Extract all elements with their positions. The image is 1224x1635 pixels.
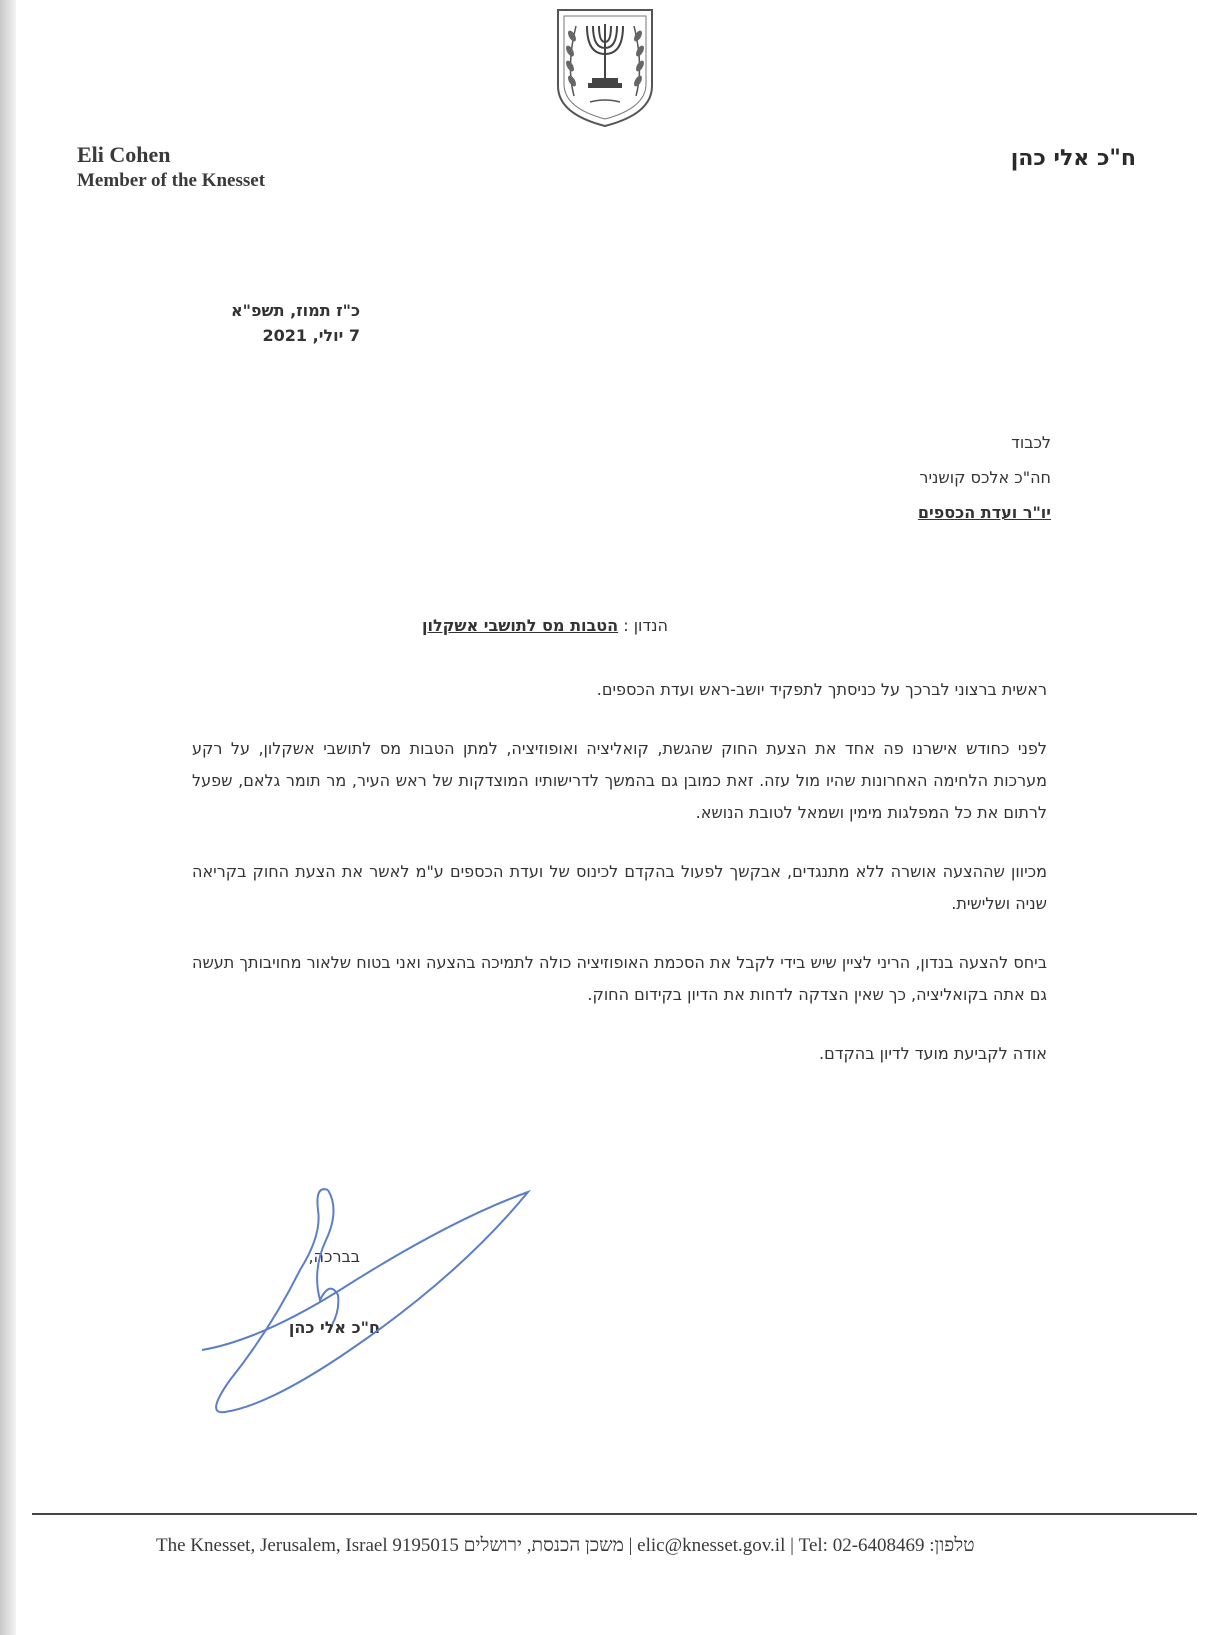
footer-tel-en: Tel: 02-6408469 xyxy=(798,1535,925,1556)
body-paragraph: ראשית ברצוני לברכך על כניסתך לתפקיד יושב-ראש ועדת הכספים. xyxy=(596,680,1047,699)
recipient-salutation: לכבוד xyxy=(1011,433,1051,452)
subject-label: הנדון : xyxy=(623,616,669,635)
footer-address-he: משכן הכנסת, ירושלים xyxy=(463,1535,624,1556)
sender-title-en: Member of the Knesset xyxy=(77,170,266,191)
footer-separator: | xyxy=(790,1535,794,1556)
scan-edge-shadow xyxy=(0,0,16,1635)
recipient-role: יו"ר ועדת הכספים xyxy=(917,503,1051,522)
body-paragraph: ביחס להצעה בנדון, הריני לציין שיש בידי לקבל את הסכמת האופוזיציה כולה לתמיכה בהצעה ואני בטוח שלאור מחויבותך תעשה גם אתה בקואליציה, כך שאין הצדקה לדחות את הדיון בקידום החוק. xyxy=(192,953,1047,1004)
letter-date xyxy=(190,298,360,348)
recipient-name: חה"כ אלכס קושניר xyxy=(919,468,1051,487)
footer-address-en: The Knesset, Jerusalem, Israel 9195015 xyxy=(156,1535,459,1556)
sender-name-en: Eli Cohen xyxy=(77,142,171,167)
date-hebrew: כ"ז תמוז, תשפ"א xyxy=(231,301,360,320)
subject-line xyxy=(300,616,790,635)
closing-greeting: בברכה, xyxy=(308,1247,360,1266)
letter-body xyxy=(192,674,1047,1097)
date-gregorian: 7 יולי, 2021 xyxy=(262,326,360,345)
footer-contact xyxy=(156,1535,1076,1557)
body-paragraph: לפני כחודש אישרנו פה אחד את הצעת החוק שהגשת, קואליציה ואופוזיציה, למתן הטבות מס לתושבי אשקלון, על רקע מערכות הלחימה האחרונות שהיו מול עזה. זאת כמובן גם בהמשך לדרישותיו המוצדקות של ראש העיר, מר תומר גלאם, שפעל לרתום את כל המפלגות מימין ושמאל לטובת הנושא. xyxy=(192,739,1047,822)
footer-divider xyxy=(32,1513,1197,1515)
subject-title: הטבות מס לתושבי אשקלון xyxy=(421,616,619,635)
footer-tel-he: טלפון: xyxy=(929,1535,975,1556)
footer-separator: | xyxy=(628,1535,633,1556)
israel-emblem-icon xyxy=(552,6,658,130)
body-paragraph: אודה לקביעת מועד לדיון בהקדם. xyxy=(819,1044,1047,1063)
recipient-block xyxy=(651,425,1051,530)
sender-name-he: ח"כ אלי כהן xyxy=(1010,146,1136,171)
closing-signer: ח"כ אלי כהן xyxy=(288,1318,380,1337)
body-paragraph: מכיוון שההצעה אושרה ללא מתנגדים, אבקשך לפעול בהקדם לכינוס של ועדת הכספים ע"מ לאשר את הצעת החוק בקריאה שניה ושלישית. xyxy=(192,862,1047,913)
handwritten-signature xyxy=(200,1180,540,1420)
footer-email: elic@knesset.gov.il xyxy=(637,1535,786,1556)
